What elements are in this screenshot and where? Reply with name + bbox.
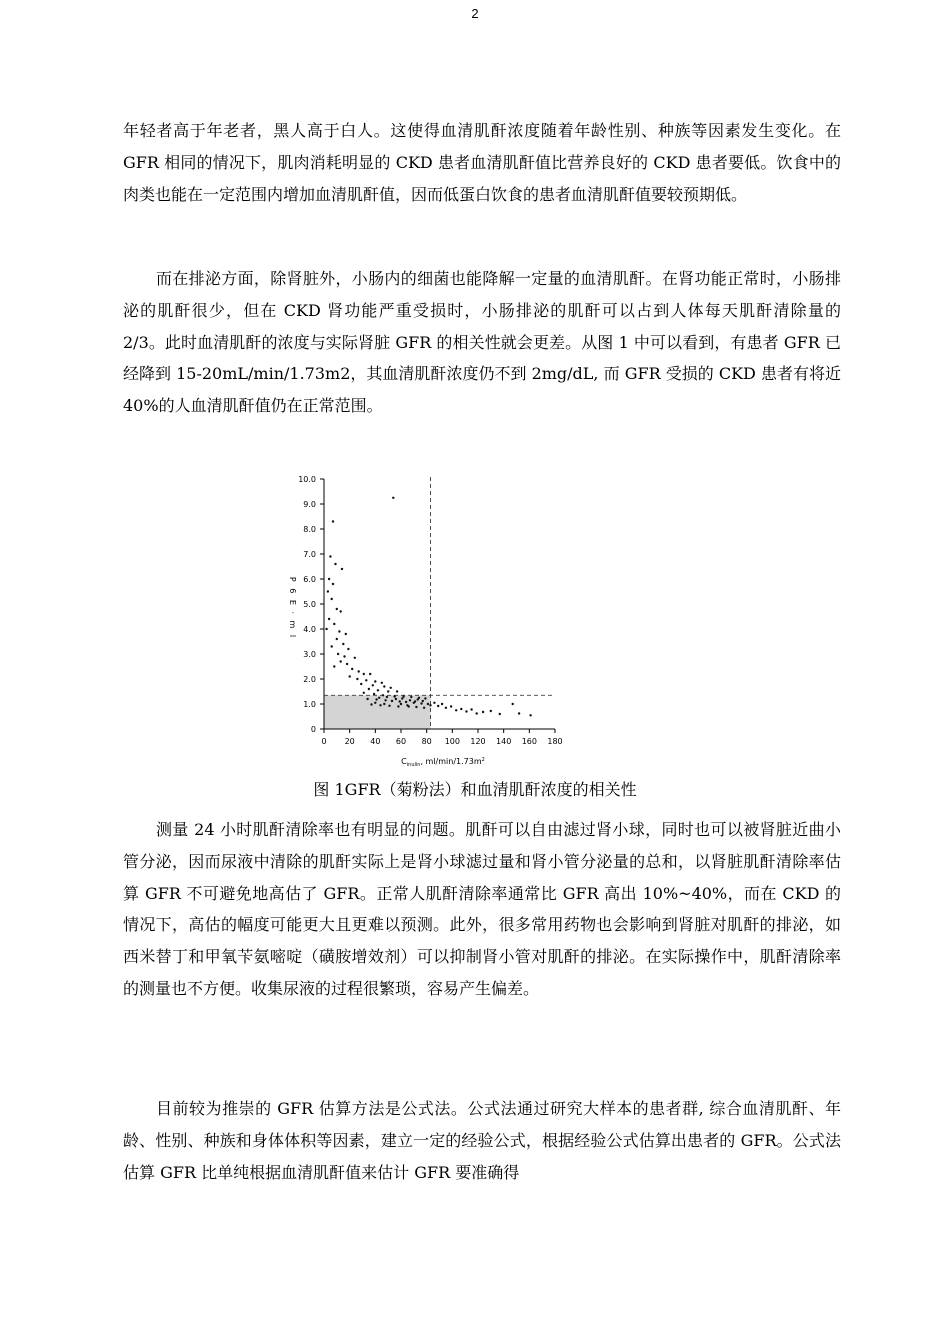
data-point: [379, 704, 381, 706]
y-tick-label: 8.0: [303, 525, 316, 534]
data-point: [382, 694, 384, 696]
data-point: [490, 710, 492, 712]
data-point: [445, 707, 447, 709]
data-point: [482, 711, 484, 713]
y-tick-label: 4.0: [303, 625, 316, 634]
data-point: [328, 618, 330, 620]
data-point: [401, 697, 403, 699]
data-point: [499, 713, 501, 715]
data-point: [331, 598, 333, 600]
y-tick-label: 0: [310, 725, 316, 734]
data-point: [366, 698, 368, 700]
data-point: [387, 690, 389, 692]
x-tick-label: 60: [395, 737, 407, 746]
data-point: [429, 704, 431, 706]
data-point: [383, 685, 385, 687]
data-point: [345, 633, 347, 635]
data-point: [383, 703, 385, 705]
data-point: [349, 675, 351, 677]
x-tick-label: 40: [370, 737, 381, 746]
x-tick-label: 180: [547, 737, 563, 746]
data-point: [341, 568, 343, 570]
data-point: [347, 648, 349, 650]
paragraph-1: 年轻者高于年老者，黑人高于白人。这使得血清肌酐浓度随着年龄性别、种族等因素发生变化。在 GFR 相同的情况下，肌肉消耗明显的 CKD 患者血清肌酐值比营养良好的 CKD 患者要低。饮食中的肉类也能在一定范围内增加血清肌酐值，因而低蛋白饮食的患者血清肌酐值要较预期低。: [123, 121, 841, 204]
data-point: [406, 704, 408, 706]
data-point: [365, 679, 367, 681]
data-point: [375, 698, 377, 700]
data-point: [374, 680, 376, 682]
data-point: [356, 678, 358, 680]
data-point: [327, 590, 329, 592]
data-point: [332, 583, 334, 585]
data-point: [332, 520, 334, 522]
data-point: [372, 684, 374, 686]
data-point: [400, 703, 402, 705]
data-point: [396, 690, 398, 692]
y-tick-label: 9.0: [303, 500, 316, 509]
y-tick-label: 1.0: [303, 700, 316, 709]
data-point: [351, 668, 353, 670]
data-point: [384, 699, 386, 701]
data-point: [423, 707, 425, 709]
data-point: [331, 645, 333, 647]
x-tick-label: 120: [470, 737, 486, 746]
data-point: [334, 563, 336, 565]
data-point: [476, 712, 478, 714]
data-point: [342, 643, 344, 645]
data-point: [417, 698, 419, 700]
data-point: [512, 703, 514, 705]
data-point: [455, 709, 457, 711]
paragraph-4: 目前较为推崇的 GFR 估算方法是公式法。公式法通过研究大样本的患者群, 综合血清肌酐、年龄、性别、种族和身体体积等因素，建立一定的经验公式，根据经验公式估算出患者的 GFR。公式法估算 GFR 比单纯根据血清肌酐值来估计 GFR 要准确得: [123, 1099, 841, 1182]
data-point: [328, 578, 330, 580]
y-tick-label: 5.0: [303, 600, 316, 609]
data-point: [393, 695, 395, 697]
data-point: [392, 497, 394, 499]
data-point: [460, 708, 462, 710]
data-point: [363, 673, 365, 675]
x-tick-label: 100: [444, 737, 460, 746]
data-point: [422, 700, 424, 702]
x-tick-label: 20: [344, 737, 355, 746]
data-point: [391, 700, 393, 702]
data-point: [336, 638, 338, 640]
data-point: [337, 653, 339, 655]
data-point: [336, 608, 338, 610]
paragraph-3: 测量 24 小时肌酐清除率也有明显的问题。肌酐可以自由滤过肾小球，同时也可以被肾脏近曲小管分泌，因而尿液中清除的肌酐实际上是肾小球滤过量和肾小管分泌量的总和，以肾脏肌酐清除率估算 GFR 不可避免地高估了 GFR。正常人肌酐清除率通常比 GFR 高出 10%~40%，而在 CKD 的情况下，高估的幅度可能更大且更难以预测。此外，很多常用药物也会影响到肾脏对肌酐的排泌，如西米替丁和甲氧苄氨嘧啶（磺胺增效剂）可以抑制肾小管对肌酐的排泌。在实际操作中，肌酐清除率的测量也不方便。收集尿液的过程很繁琐，容易产生偏差。: [123, 820, 841, 998]
y-tick-label: 3.0: [303, 650, 316, 659]
x-tick-label: 160: [521, 737, 537, 746]
data-point: [325, 628, 327, 630]
data-point: [340, 660, 342, 662]
figure-1-scatter-chart: [285, 463, 570, 773]
data-point: [373, 693, 375, 695]
data-point: [363, 692, 365, 694]
data-point: [340, 610, 342, 612]
data-point: [470, 708, 472, 710]
data-point: [377, 689, 379, 691]
data-point: [441, 703, 443, 705]
chart-svg: [285, 463, 570, 773]
data-point: [374, 702, 376, 704]
data-point: [405, 701, 407, 703]
y-tick-label: 6.0: [303, 575, 316, 584]
data-point: [424, 697, 426, 699]
data-point: [368, 688, 370, 690]
data-point: [433, 702, 435, 704]
data-point: [529, 714, 531, 716]
data-point: [390, 687, 392, 689]
y-tick-label: 2.0: [303, 675, 316, 684]
data-point: [333, 665, 335, 667]
data-point: [399, 700, 401, 702]
y-tick-label: 7.0: [303, 550, 316, 559]
data-point: [360, 683, 362, 685]
data-point: [354, 657, 356, 659]
data-point: [397, 705, 399, 707]
data-point: [378, 697, 380, 699]
data-point: [450, 705, 452, 707]
data-point: [346, 663, 348, 665]
data-point: [333, 623, 335, 625]
y-axis-label: P 6 E · m l: [288, 576, 297, 640]
data-point: [427, 703, 429, 705]
data-point: [420, 702, 422, 704]
data-point: [410, 696, 412, 698]
data-point: [409, 699, 411, 701]
data-point: [329, 555, 331, 557]
data-point: [343, 655, 345, 657]
x-tick-label: 0: [321, 737, 327, 746]
data-point: [415, 706, 417, 708]
data-point: [465, 710, 467, 712]
data-point: [386, 696, 388, 698]
data-point: [437, 705, 439, 707]
data-point: [369, 673, 371, 675]
data-point: [338, 630, 340, 632]
x-tick-label: 80: [421, 737, 432, 746]
data-point: [414, 700, 416, 702]
paragraph-2: 而在排泌方面，除肾脏外，小肠内的细菌也能降解一定量的血清肌酐。在肾功能正常时，小肠排泌的肌酐很少，但在 CKD 肾功能严重受损时，小肠排泌的肌酐可以占到人体每天肌酐清除量的 2/3。此时血清肌酐的浓度与实际肾脏 GFR 的相关性就会更差。从图 1 中可以看到，有患者 GFR 已经降到 15-20mL/min/1.73m2，其血清肌酐浓度仍不到 2mg/dL, 而 GFR 受损的 CKD 患者有将近 40%的人血清肌酐值仍在正常范围。: [123, 269, 841, 416]
page-number: 2: [471, 6, 479, 21]
data-point: [381, 682, 383, 684]
data-point: [388, 705, 390, 707]
data-point: [402, 695, 404, 697]
data-point: [395, 698, 397, 700]
data-point: [370, 703, 372, 705]
x-axis-label: $C_{inulin}$, $ml/\min/1.73m^2$: [401, 757, 485, 768]
data-point: [518, 712, 520, 714]
x-tick-label: 140: [496, 737, 512, 746]
figure-caption: 图 1GFR（菊粉法）和血清肌酐浓度的相关性: [313, 780, 637, 799]
y-tick-label: 10.0: [298, 475, 316, 484]
data-point: [358, 670, 360, 672]
